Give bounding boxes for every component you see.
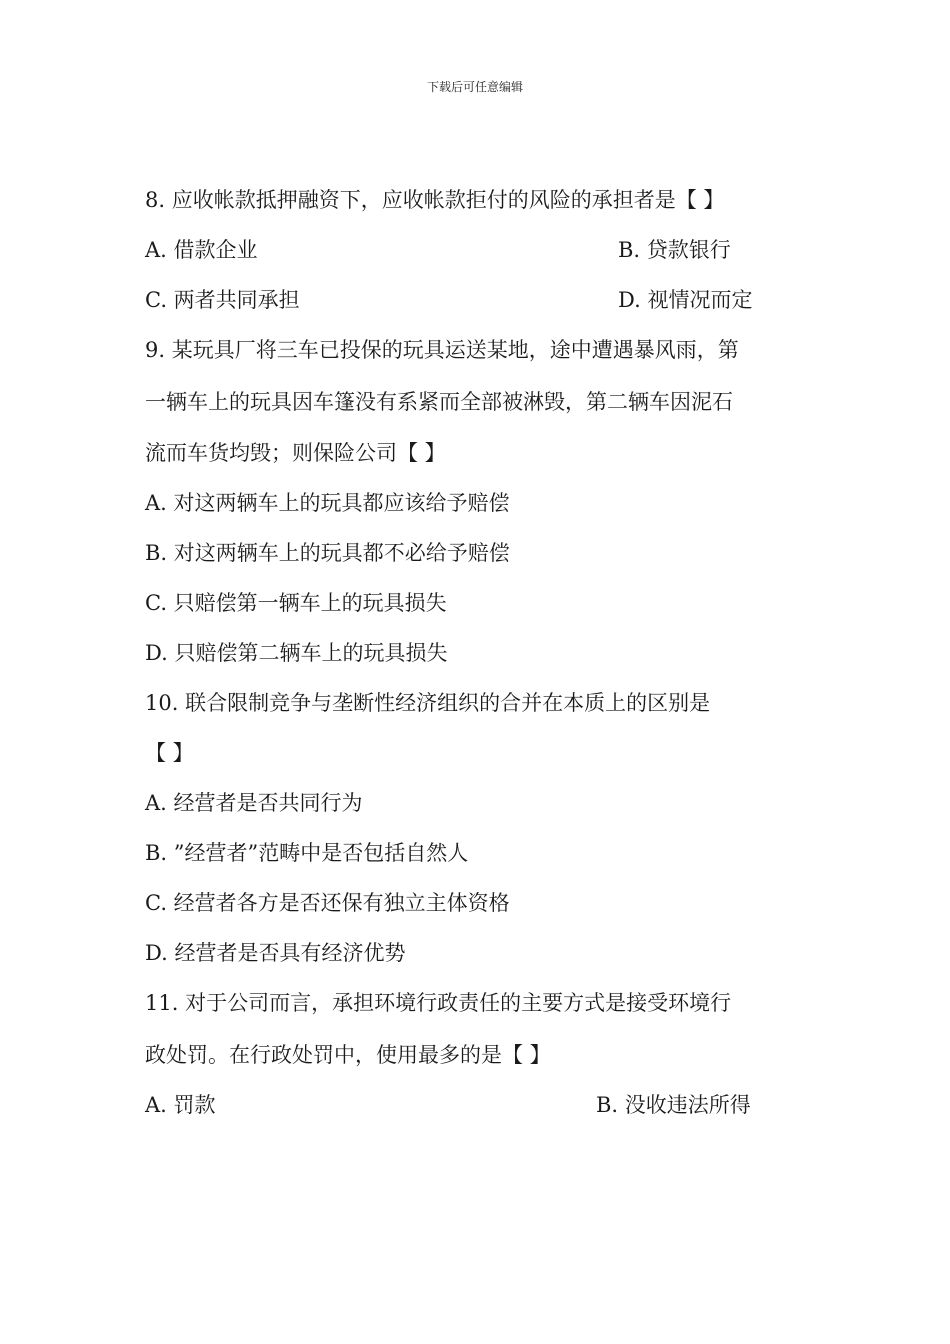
question-8-stem: 8. 应收帐款抵押融资下，应收帐款拒付的风险的承担者是【 】 <box>145 188 725 212</box>
question-11-stem-line-2: 政处罚。在行政处罚中，使用最多的是【 】 <box>145 1043 551 1067</box>
question-8-option-d: D. 视情况而定 <box>618 288 753 312</box>
question-9-stem-line-2: 一辆车上的玩具因车篷没有系紧而全部被淋毁，第二辆车因泥石 <box>145 390 733 414</box>
question-11-option-b: B. 没收违法所得 <box>596 1093 751 1117</box>
question-8-option-c: C. 两者共同承担 <box>145 288 300 312</box>
question-9-option-c: C. 只赔偿第一辆车上的玩具损失 <box>145 591 447 615</box>
question-8-option-a: A. 借款企业 <box>145 238 258 262</box>
question-9-option-d: D. 只赔偿第二辆车上的玩具损失 <box>145 641 448 665</box>
question-10-option-a: A. 经营者是否共同行为 <box>145 791 363 815</box>
question-10-option-d: D. 经营者是否具有经济优势 <box>145 941 406 965</box>
question-9-option-b: B. 对这两辆车上的玩具都不必给予赔偿 <box>145 541 510 565</box>
question-9-stem-line-3: 流而车货均毁；则保险公司【 】 <box>145 441 446 465</box>
question-10-option-c: C. 经营者各方是否还保有独立主体资格 <box>145 891 510 915</box>
question-10-option-b: B. ”经营者”范畴中是否包括自然人 <box>145 841 469 865</box>
question-9-option-a: A. 对这两辆车上的玩具都应该给予赔偿 <box>145 491 510 515</box>
question-10-stem-line-2: 【 】 <box>145 741 194 765</box>
question-11-stem-line-1: 11. 对于公司而言，承担环境行政责任的主要方式是接受环境行 <box>145 991 732 1015</box>
question-11-option-a: A. 罚款 <box>145 1093 216 1117</box>
page-header: 下载后可任意编辑 <box>426 80 523 94</box>
question-10-stem-line-1: 10. 联合限制竞争与垄断性经济组织的合并在本质上的区别是 <box>145 691 711 715</box>
question-8-option-b: B. 贷款银行 <box>618 238 731 262</box>
question-9-stem-line-1: 9. 某玩具厂将三车已投保的玩具运送某地，途中遭遇暴风雨，第 <box>145 338 739 362</box>
